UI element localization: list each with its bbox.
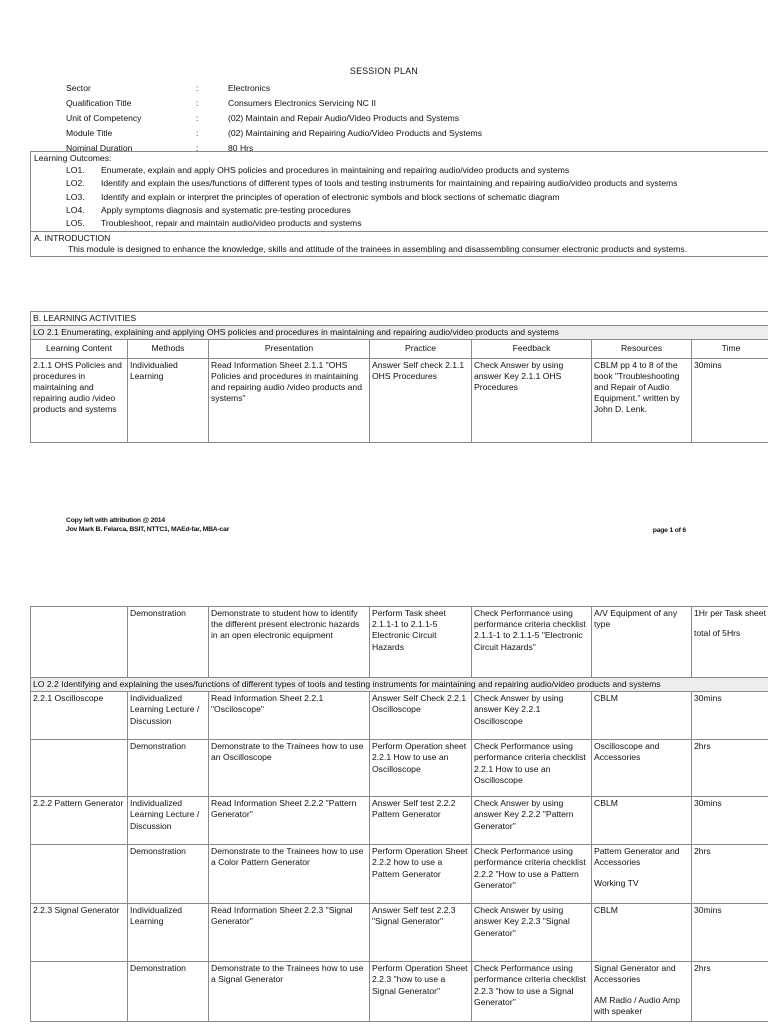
table-row xyxy=(31,740,768,797)
lo-item xyxy=(34,217,766,230)
cell-feedback: Check Performance using performance criteria checklist 2.2.3 "how to use a Signal Generator" xyxy=(472,962,592,1022)
cell-practice: Perform Operation Sheet 2.2.3 "how to use a Signal Generator" xyxy=(370,962,472,1022)
column-header: Feedback xyxy=(472,340,592,358)
lo-text: Identify and explain the uses/functions of different types of tools and testing instruments for maintaining and repairing audio/video products and systems xyxy=(101,178,678,189)
lo-text: Troubleshoot, repair and maintain audio/video products and systems xyxy=(101,217,362,228)
lo-text: Enumerate, explain and apply OHS policies and procedures in maintaining and repairing audio/video products and systems xyxy=(101,165,570,176)
lo21-heading-row xyxy=(31,326,768,340)
meta-value: 80 Hrs xyxy=(228,142,254,153)
cell-methods: Demonstration xyxy=(128,845,209,904)
lo-item xyxy=(34,177,766,190)
table-row xyxy=(31,904,768,962)
cell-practice: Perform Operation Sheet 2.2.2 how to use a Pattern Generator xyxy=(370,845,472,904)
cell-time: 2hrs xyxy=(692,740,768,797)
resources-primary: Pattern Generator and Accessories xyxy=(594,846,680,868)
page-footer xyxy=(66,516,686,534)
column-header: Practice xyxy=(370,340,472,358)
cell-presentation: Read Information Sheet 2.2.3 "Signal Generator" xyxy=(209,904,370,962)
activities-heading: B. LEARNING ACTIVITIES xyxy=(31,312,768,326)
cell-methods: Demonstration xyxy=(128,607,209,678)
cell-content xyxy=(31,962,128,1022)
cell-presentation: Read Information Sheet 2.2.1 "Osciloscope" xyxy=(209,692,370,740)
learning-activities-table xyxy=(30,311,768,443)
cell-practice: Perform Task sheet 2.1.1-1 to 2.1.1-5 Electronic Circuit Hazards xyxy=(370,607,472,678)
cell-time: 2hrs xyxy=(692,962,768,1022)
cell-feedback: Check Performance using performance criteria checklist 2.2.2 "How to use a Pattern Generator" xyxy=(472,845,592,904)
cell-feedback: Check Answer by using answer Key 2.2.2 "Pattern Generator" xyxy=(472,797,592,845)
cell-feedback: Check Answer by using answer Key 2.2.3 "Signal Generator" xyxy=(472,904,592,962)
resources-primary: Signal Generator and Accessories xyxy=(594,963,676,985)
table-row xyxy=(31,692,768,740)
cell-resources: A/V Equipment of any type xyxy=(592,607,692,678)
lo-text: Apply symptoms diagnosis and systematic pre-testing procedures xyxy=(101,204,351,215)
meta-row-module xyxy=(66,126,766,141)
lo-text: Identify and explain or interpret the principles of operation of electronic symbols and block sections of schematic diagram xyxy=(101,191,560,202)
cell-content xyxy=(31,607,128,678)
cell-presentation: Demonstrate to the Trainees how to use a Color Pattern Generator xyxy=(209,845,370,904)
meta-block xyxy=(66,81,766,156)
introduction-row xyxy=(31,232,768,257)
cell-practice: Answer Self test 2.2.3 "Signal Generator" xyxy=(370,904,472,962)
cell-resources: CBLM xyxy=(592,797,692,845)
footer-page-number: page 1 of 6 xyxy=(652,527,686,534)
meta-colon: : xyxy=(196,127,199,138)
cell-content: 2.2.1 Oscilloscope xyxy=(31,692,128,740)
introduction-heading: A. INTRODUCTION xyxy=(34,233,111,244)
column-header: Time xyxy=(692,340,768,358)
cell-content xyxy=(31,740,128,797)
meta-colon: : xyxy=(196,82,199,93)
meta-value: (02) Maintaining and Repairing Audio/Video Products and Systems xyxy=(228,127,482,138)
cell-content xyxy=(31,845,128,904)
introduction-cell xyxy=(31,232,768,257)
column-header: Methods xyxy=(128,340,209,358)
meta-row-unit xyxy=(66,111,766,126)
cell-methods: Demonstration xyxy=(128,740,209,797)
lo-code: LO5. xyxy=(66,217,85,228)
cell-feedback: Check Performance using performance criteria checklist 2.2.1 How to use an Oscilloscope xyxy=(472,740,592,797)
cell-methods: Individualized Learning Lecture / Discussion xyxy=(128,692,209,740)
outcomes-table xyxy=(30,151,768,257)
meta-row-qualification xyxy=(66,96,766,111)
cell-time: 30mins xyxy=(692,797,768,845)
cell-time: 2hrs xyxy=(692,845,768,904)
table-row xyxy=(31,845,768,904)
cell-time xyxy=(692,607,768,678)
cell-time: 30mins xyxy=(692,904,768,962)
cell-resources: CBLM xyxy=(592,692,692,740)
cell-presentation: Read Information Sheet 2.2.2 "Pattern Generator" xyxy=(209,797,370,845)
cell-resources: CBLM pp 4 to 8 of the book "Troubleshooting and Repair of Audio Equipment." written by John D. Lenk. xyxy=(592,358,692,442)
resources-secondary: Working TV xyxy=(594,877,639,888)
meta-label: Sector xyxy=(66,82,91,93)
meta-value: Electronics xyxy=(228,82,271,93)
lo-code: LO2. xyxy=(66,178,85,189)
cell-content: 2.1.1 OHS Policies and procedures in maintaining and repairing audio /video products and systems xyxy=(31,358,128,442)
introduction-text: This module is designed to enhance the knowledge, skills and attitude of the trainees in assembling and disassembling consumer electronic products and systems. xyxy=(68,244,688,255)
cell-presentation: Demonstrate to the Trainees how to use a Signal Generator xyxy=(209,962,370,1022)
document-title: SESSION PLAN xyxy=(349,66,419,76)
cell-presentation: Demonstrate to student how to identify the different present electronic hazards in an open electronic equipment xyxy=(209,607,370,678)
meta-label: Module Title xyxy=(66,127,113,138)
cell-time: 30mins xyxy=(692,692,768,740)
meta-colon: : xyxy=(196,97,199,108)
lo-item xyxy=(34,164,766,177)
learning-activities-table-continued xyxy=(30,606,768,1022)
column-header: Resources xyxy=(592,340,692,358)
cell-practice: Answer Self check 2.1.1 OHS Procedures xyxy=(370,358,472,442)
lo22-heading-row xyxy=(31,678,768,692)
meta-colon: : xyxy=(196,112,199,123)
cell-resources xyxy=(592,962,692,1022)
meta-label: Unit of Competency xyxy=(66,112,142,123)
cell-feedback: Check Performance using performance criteria checklist 2.1.1-1 to 2.1.1-5 "Electronic Circuit Hazards" xyxy=(472,607,592,678)
cell-feedback: Check Answer by using answer Key 2.1.1 OHS Procedures xyxy=(472,358,592,442)
meta-value: (02) Maintain and Repair Audio/Video Products and Systems xyxy=(228,112,460,123)
meta-colon: : xyxy=(196,142,199,153)
lo-code: LO1. xyxy=(66,165,85,176)
cell-content: 2.2.2 Pattern Generator xyxy=(31,797,128,845)
meta-row-sector xyxy=(66,81,766,96)
cell-resources: Oscilloscope and Accessories xyxy=(592,740,692,797)
lo22-heading: LO 2.2 Identifying and explaining the uses/functions of different types of tools and testing instruments for maintaining and repairing audio/video products and systems xyxy=(31,678,768,692)
cell-practice: Answer Self Check 2.2.1 Oscilloscope xyxy=(370,692,472,740)
cell-time: 30mins xyxy=(692,358,768,442)
meta-label: Qualification Title xyxy=(66,97,132,108)
cell-methods: Individualized Learning xyxy=(128,904,209,962)
cell-content: 2.2.3 Signal Generator xyxy=(31,904,128,962)
outcomes-cell xyxy=(31,152,768,232)
time-total: total of 5Hrs xyxy=(694,628,741,639)
outcomes-row xyxy=(31,152,768,232)
time-per-task: 1Hr per Task sheet xyxy=(694,608,766,618)
lo-code: LO4. xyxy=(66,204,85,215)
column-header: Presentation xyxy=(209,340,370,358)
cell-methods: Individualied Learning xyxy=(128,358,209,442)
table-row xyxy=(31,797,768,845)
cell-practice: Answer Self test 2.2.2 Pattern Generator xyxy=(370,797,472,845)
cell-feedback: Check Answer by using answer Key 2.2.1 Oscilloscope xyxy=(472,692,592,740)
column-header-row xyxy=(31,340,768,358)
outcomes-heading: Learning Outcomes: xyxy=(34,153,112,163)
cell-methods: Individualized Learning Lecture / Discussion xyxy=(128,797,209,845)
lo-code: LO3. xyxy=(66,191,85,202)
lo21-heading: LO 2.1 Enumerating, explaining and applying OHS policies and procedures in maintaining and repairing audio/video products and systems xyxy=(31,326,768,340)
table-row xyxy=(31,358,768,442)
cell-resources: CBLM xyxy=(592,904,692,962)
lo-item xyxy=(34,204,766,217)
meta-label: Nominal Duration xyxy=(66,142,133,153)
resources-secondary: AM Radio / Audio Amp with speaker xyxy=(594,994,680,1016)
meta-value: Consumers Electronics Servicing NC II xyxy=(228,97,377,108)
activities-heading-row xyxy=(31,312,768,326)
footer-copyright: Copy left with attribution @ 2014 xyxy=(66,517,165,524)
cell-presentation: Demonstrate to the Trainees how to use an Oscilloscope xyxy=(209,740,370,797)
footer-author: Jov Mark B. Felarca, BSIT, NTTC1, MAEd-far, MBA-car xyxy=(66,526,230,534)
cell-methods: Demonstration xyxy=(128,962,209,1022)
cell-resources xyxy=(592,845,692,904)
column-header: Learning Content xyxy=(31,340,128,358)
cell-practice: Perform Operation sheet 2.2.1 How to use an Oscilloscope xyxy=(370,740,472,797)
cell-presentation: Read Information Sheet 2.1.1 "OHS Policies and procedures in maintaining and repairing audio /video products and systems" xyxy=(209,358,370,442)
table-row xyxy=(31,607,768,678)
table-row xyxy=(31,962,768,1022)
lo-item xyxy=(34,191,766,204)
